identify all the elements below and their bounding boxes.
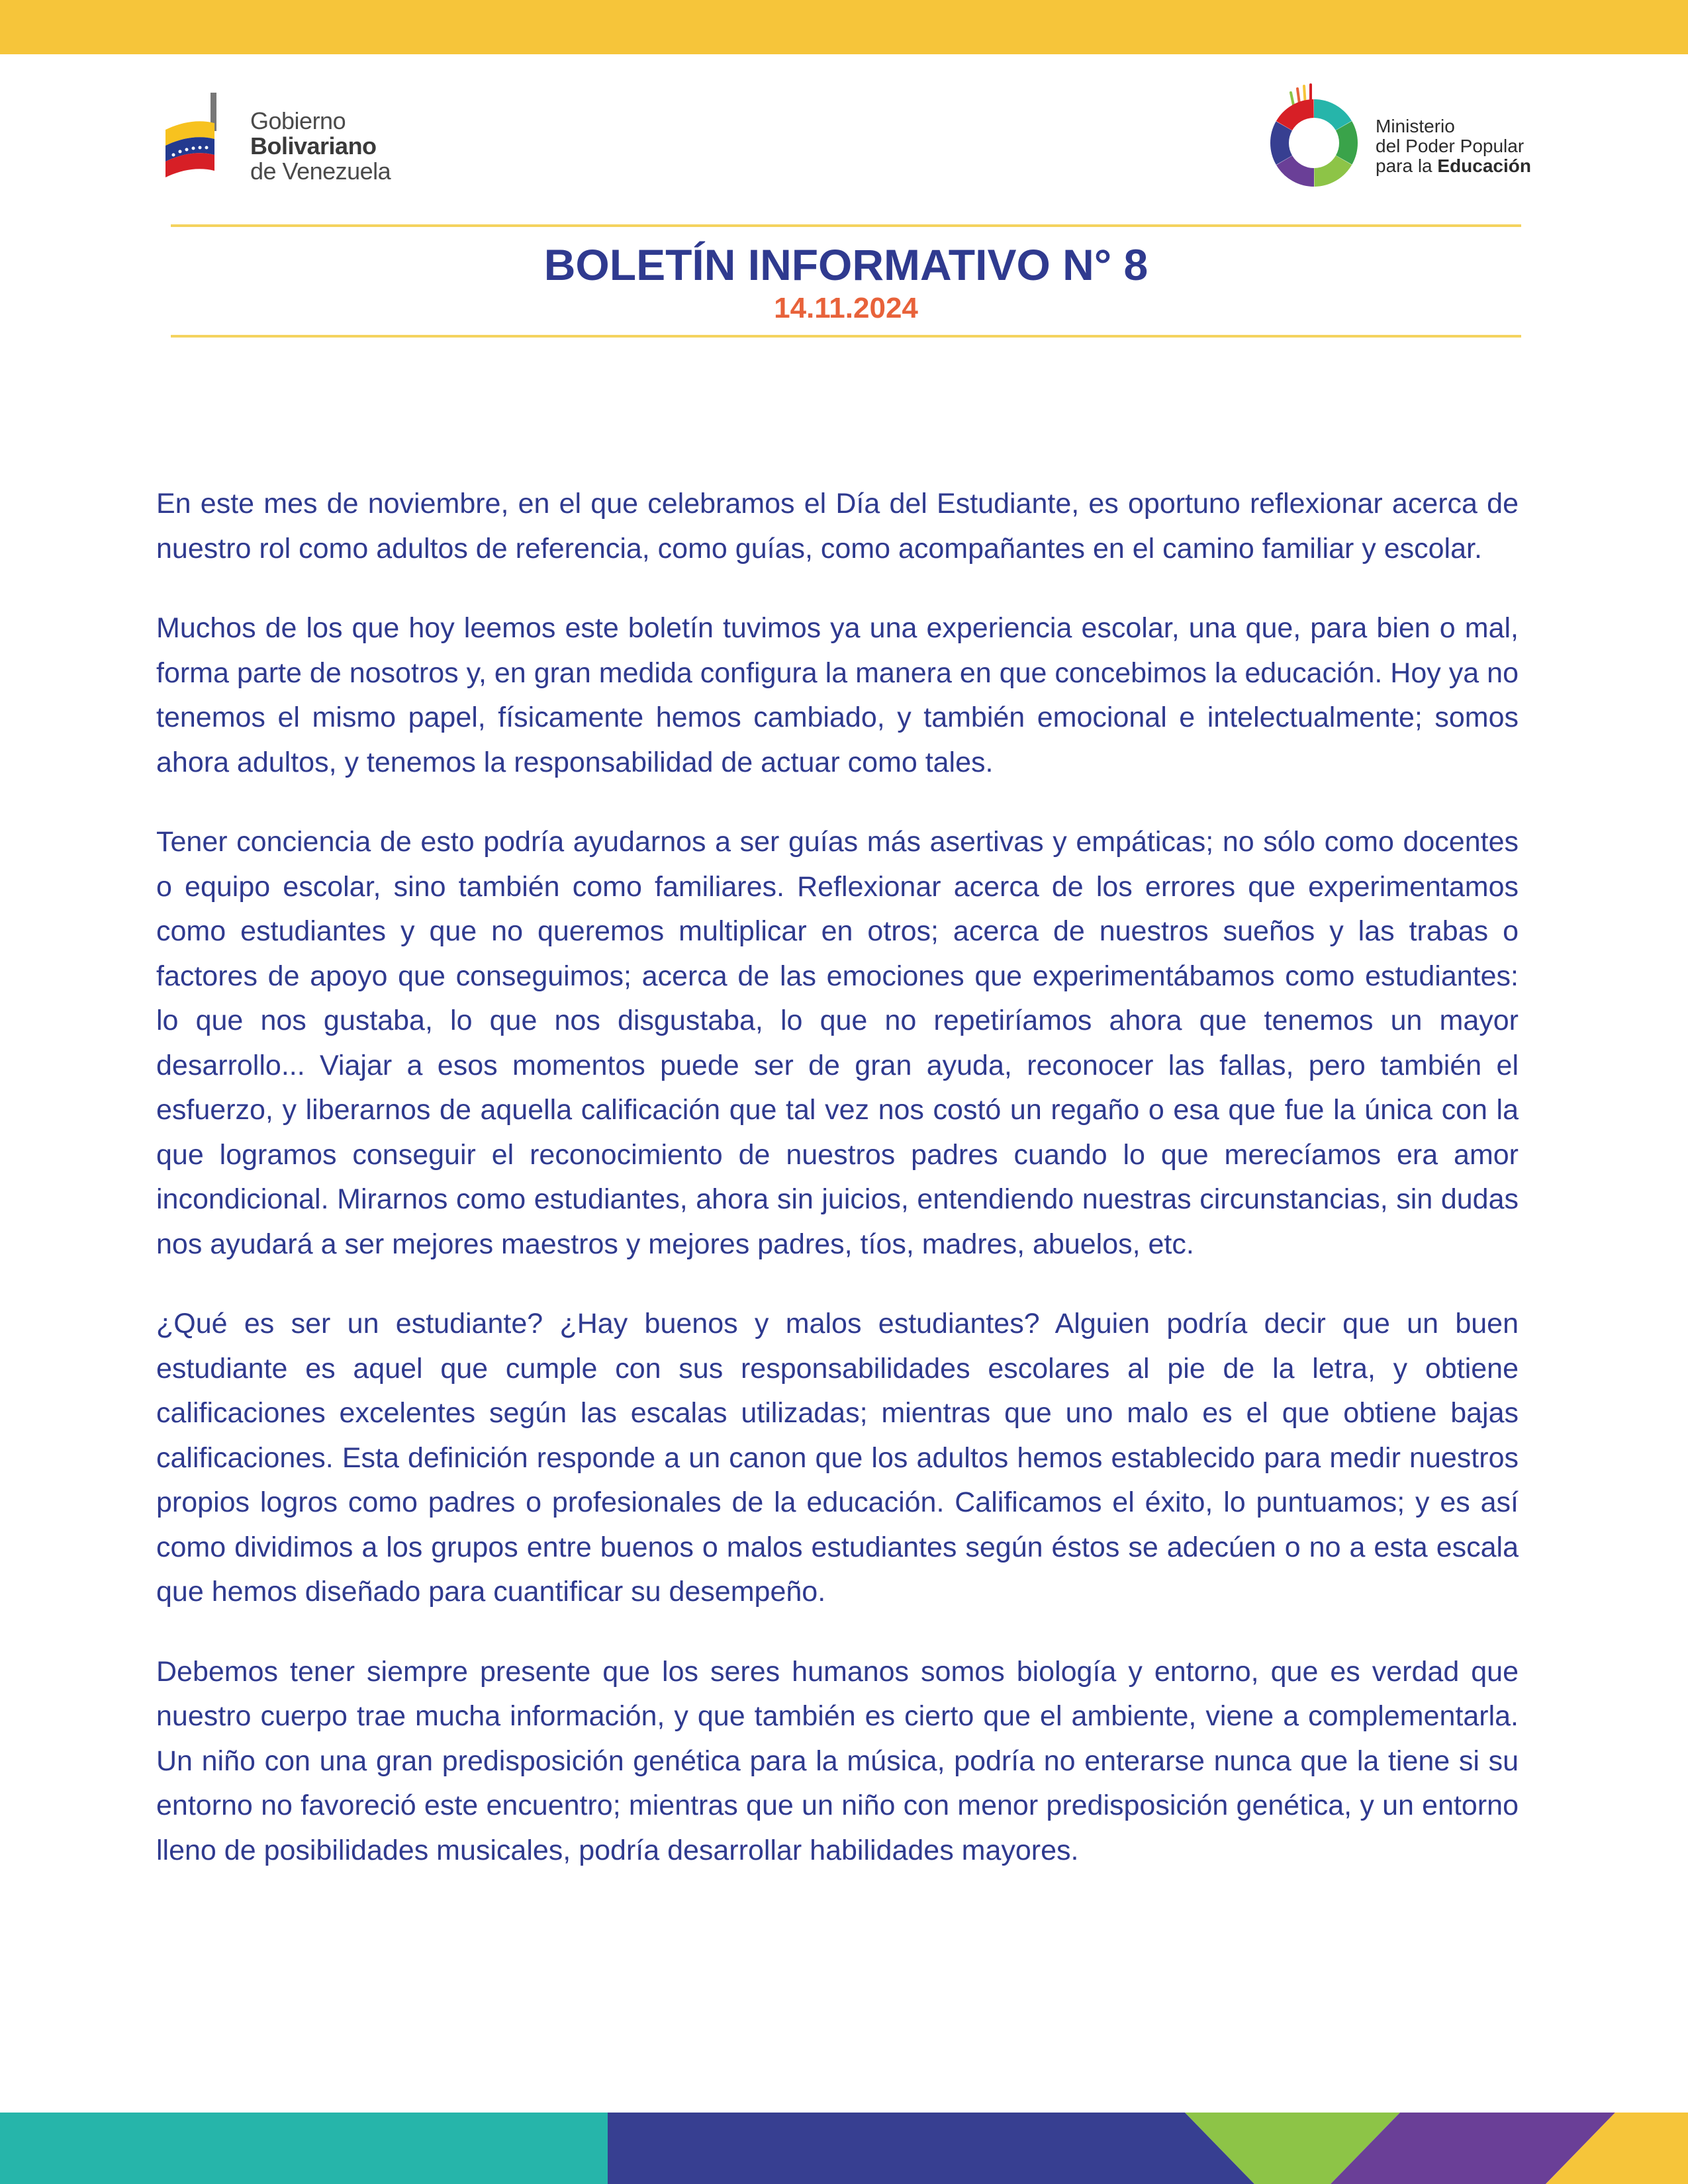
logo-right-line1: Ministerio (1376, 116, 1455, 136)
body-paragraph: ¿Qué es ser un estudiante? ¿Hay buenos y malos estudiantes? Alguien podría decir que un buen estudiante es aquel que cumple con sus responsabilidades escolares al pie de la letra, y obtiene calificaciones excelentes según las escalas utilizadas; mientras que uno malo es el que obtiene bajas calificaciones. Esta definición responde a un canon que los adultos hemos establecido para medir nuestros propios logros como padres o profesionales de la educación. Calificamos el éxito, lo puntuamos; y es así como dividimos a los grupos entre buenos o malos estudiantes según éstos se adecúen o no a esta escala que hemos diseñado para cuantificar su desempeño. (156, 1308, 1519, 1608)
logo-right-line3-bold: Educación (1437, 156, 1531, 176)
logo-right-line3-prefix: para la (1376, 156, 1438, 176)
logo-right-text (1376, 116, 1531, 176)
bulletin-body (156, 482, 1519, 1908)
logo-right-line2: del Poder Popular (1376, 136, 1524, 156)
logo-left-line3: de Venezuela (250, 158, 391, 185)
header-divider-top (171, 224, 1521, 227)
header-divider-bottom (171, 335, 1521, 338)
logo-left-line2: Bolivariano (250, 132, 377, 159)
body-paragraph: Debemos tener siempre presente que los seres humanos somos biología y entorno, que es verdad que nuestro cuerpo trae mucha información, y que también es cierto que el ambiente, viene a complementarla. Un niño con una gran predisposición genética para la música, podría no enterarse nunca que la tiene si su entorno no favoreció este encuentro; mientras que un niño con menor predisposición genética, y un entorno lleno de posibilidades musicales, podría desarrollar habilidades mayores. (156, 1655, 1519, 1866)
gobierno-bolivariano-logo (165, 91, 417, 191)
top-color-bar (0, 0, 1688, 54)
body-paragraph: Tener conciencia de esto podría ayudarnos a ser guías más asertivas y empáticas; no sólo como docentes o equipo escolar, sino también como familiares. Reflexionar acerca de los errores que experimentamos como estudiantes y que no queremos multiplicar en otros; acerca de nuestros sueños y las trabas o factores de apoyo que conseguimos; acerca de las emociones que experimentábamos como estudiantes: lo que nos gustaba, lo que nos disgustaba, lo que no repetiríamos ahora que tenemos un mayor desarrollo... Viajar a esos momentos puede ser de gran ayuda, reconocer las fallas, pero también el esfuerzo, y liberarnos de aquella calificación que tal vez nos costó un regaño o esa que fue la única con la que logramos conseguir el reconocimiento de nuestros padres cuando lo que merecíamos era amor incondicional. Mirarnos como estudiantes, ahora sin juicios, entendiendo nuestras circunstancias, sin dudas nos ayudará a ser mejores maestros y mejores padres, tíos, madres, abuelos, etc. (156, 826, 1519, 1260)
ministerio-educacion-logo (1258, 82, 1536, 201)
bulletin-title: BOLETÍN INFORMATIVO N° 8 (543, 240, 1149, 289)
logo-left-text (250, 109, 391, 184)
body-paragraph: Muchos de los que hoy leemos este boletín tuvimos ya una experiencia escolar, una que, para bien o mal, forma parte de nosotros y, en gran medida configura la manera en que concebimos la educación. Hoy ya no tenemos el mismo papel, físicamente hemos cambiado, y también emocional e intelectualmente; somos ahora adultos, y tenemos la responsabilidad de actuar como tales. (156, 612, 1519, 778)
logo-left-line1: Gobierno (250, 107, 346, 134)
bulletin-date: 14.11.2024 (774, 292, 918, 324)
venezuela-flag-icon (165, 91, 245, 191)
bottom-color-bar (0, 2113, 1688, 2184)
body-paragraph: En este mes de noviembre, en el que celebramos el Día del Estudiante, es oportuno reflexionar acerca de nuestro rol como adultos de referencia, como guías, como acompañantes en el camino familiar y escolar. (156, 488, 1519, 565)
logo-right-line3 (1376, 156, 1531, 176)
ministerio-ring-icon (1258, 82, 1370, 195)
